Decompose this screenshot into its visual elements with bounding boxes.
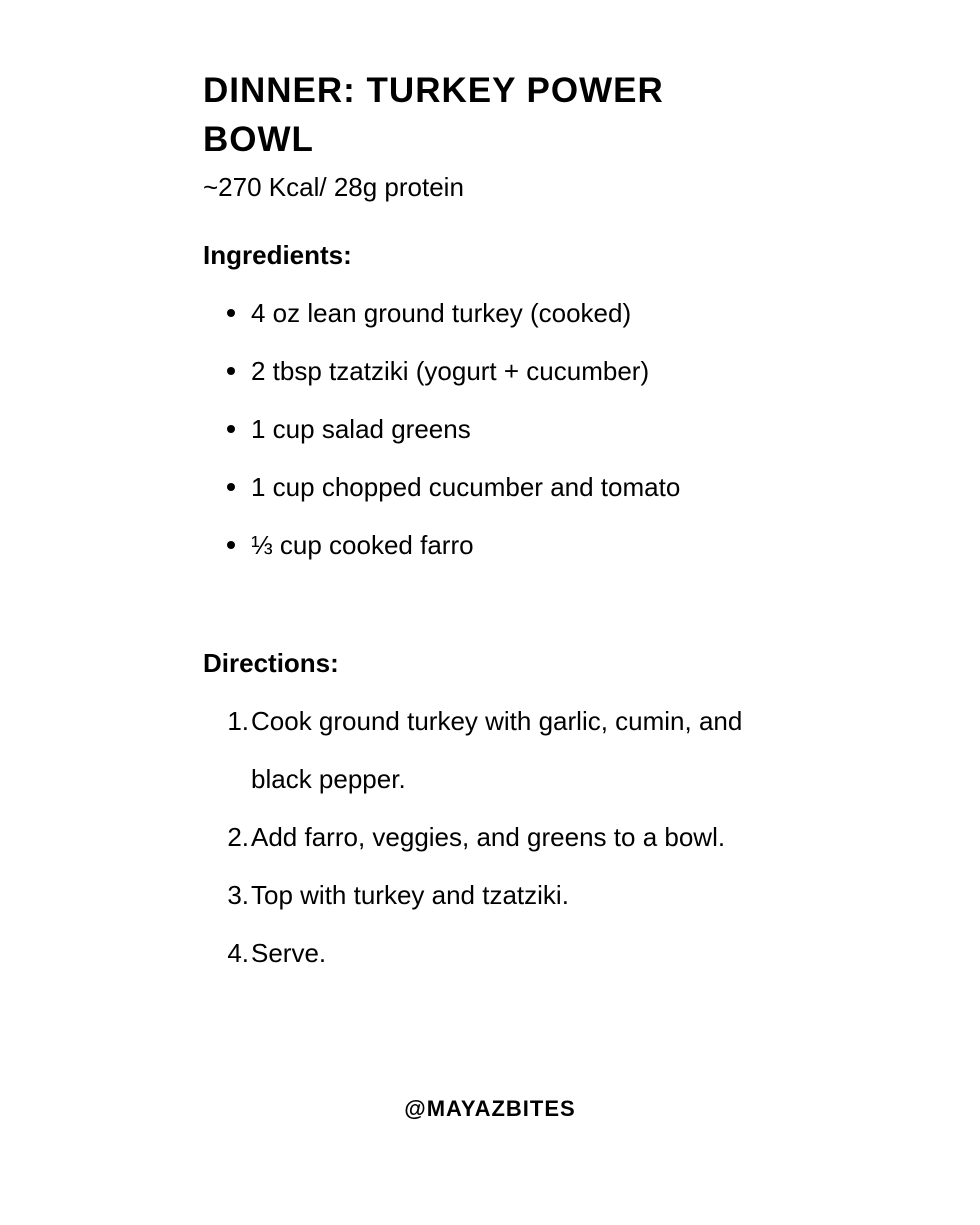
- bullet-icon: [227, 483, 235, 491]
- step-number: 1.: [227, 706, 249, 736]
- ingredients-list: [203, 284, 803, 574]
- step-text: Serve.: [251, 938, 327, 968]
- step-number: 2.: [227, 822, 249, 852]
- step-text: Top with turkey and tzatziki.: [251, 880, 569, 910]
- nutrition-info: ~270 Kcal/ 28g protein: [203, 172, 464, 202]
- ingredient-text: 4 oz lean ground turkey (cooked): [251, 298, 632, 328]
- ingredient-text: ⅓ cup cooked farro: [251, 530, 474, 560]
- direction-step: [203, 924, 783, 982]
- ingredient-text: 1 cup salad greens: [251, 414, 471, 444]
- ingredient-text: 1 cup chopped cucumber and tomato: [251, 472, 681, 502]
- ingredient-item: [203, 342, 803, 400]
- ingredient-item: [203, 516, 803, 574]
- directions-heading: Directions:: [203, 648, 339, 678]
- direction-step: [203, 808, 783, 866]
- direction-step: [203, 866, 783, 924]
- ingredient-item: [203, 400, 803, 458]
- step-number: 3.: [227, 880, 249, 910]
- recipe-card: [203, 66, 803, 982]
- direction-step: [203, 692, 783, 808]
- ingredient-text: 2 tbsp tzatziki (yogurt + cucumber): [251, 356, 650, 386]
- ingredient-item: [203, 458, 803, 516]
- ingredient-item: [203, 284, 803, 342]
- bullet-icon: [227, 367, 235, 375]
- directions-list: [203, 692, 783, 982]
- step-text: Cook ground turkey with garlic, cumin, and black pepper.: [251, 706, 743, 794]
- ingredients-heading: Ingredients:: [203, 240, 352, 270]
- step-text: Add farro, veggies, and greens to a bowl.: [251, 822, 726, 852]
- social-handle: @MAYAZBITES: [404, 1096, 576, 1121]
- recipe-title: DINNER: TURKEY POWER BOWL: [203, 71, 664, 159]
- bullet-icon: [227, 309, 235, 317]
- step-number: 4.: [227, 938, 249, 968]
- bullet-icon: [227, 425, 235, 433]
- bullet-icon: [227, 541, 235, 549]
